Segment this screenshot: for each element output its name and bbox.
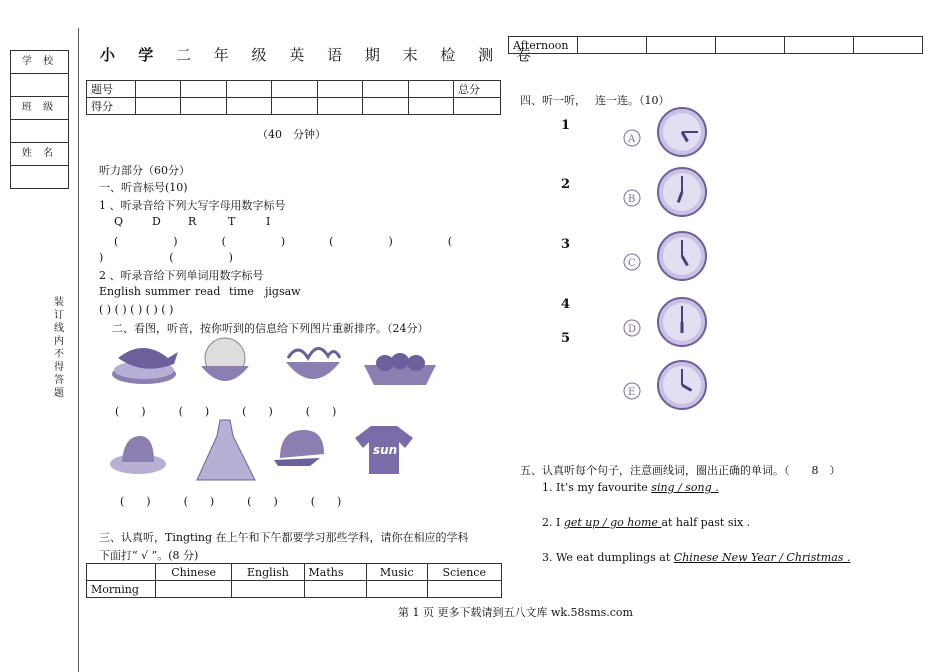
letter-parens: ( ) ( ) ( ) ( [114, 235, 453, 248]
name-field[interactable] [11, 166, 68, 189]
clock-a-icon[interactable] [622, 106, 722, 162]
page-footer: 第 1 页 更多下载请到五八文库 wk.58sms.com [398, 606, 633, 619]
noodles-bowl-icon [278, 336, 348, 392]
svg-text:sun: sun [373, 443, 398, 457]
score-row-label: 题号 [87, 81, 136, 98]
hat-icon [108, 428, 170, 478]
clock-c-icon[interactable] [622, 230, 722, 286]
pic-parens-row2: ( ) ( ) ( ) ( ) [120, 495, 342, 508]
score-row2-label: 得分 [87, 98, 136, 115]
clock-letter: A [628, 134, 636, 145]
row-morning: Morning [87, 581, 156, 598]
match-number-5: 5 [561, 331, 571, 346]
cap-icon [270, 424, 330, 474]
clock-e-icon[interactable] [622, 359, 722, 415]
s5-question-1: 1. It’s my favourite sing / song . [542, 481, 719, 494]
student-info-box [10, 50, 69, 189]
col-maths: Maths [304, 564, 366, 581]
section1-q1: 1 、听录音给下列大写字母用数字标号 [99, 199, 286, 212]
s5-answer-1: sing / song . [651, 481, 719, 494]
pic-parens-row1: ( ) ( ) ( ) ( ) [115, 405, 337, 418]
name-label: 姓 名 [11, 143, 68, 166]
dress-icon [185, 416, 260, 486]
section5-title: 五、认真听每个句子，注意画线词，圈出正确的单词。（ 8 ） [520, 464, 841, 477]
clock-letter: C [628, 258, 636, 269]
col-science: Science [427, 564, 502, 581]
section3-title-1: 三、认真听，Tingting 在上午和下午都要学习那些学科，请你在相应的学科 [99, 531, 469, 544]
school-label: 学 校 [11, 51, 68, 74]
listening-heading: 听力部分（60分） [99, 164, 190, 177]
total-label: 总分 [454, 81, 501, 98]
words-parens: ( ) ( ) ( ) ( ) ( ) [99, 303, 174, 316]
school-field[interactable] [11, 74, 68, 97]
bread-basket-icon [360, 345, 440, 390]
row-afternoon: Afternoon [509, 37, 578, 54]
class-field[interactable] [11, 120, 68, 143]
clock-letter: E [628, 387, 636, 398]
col-music: Music [366, 564, 427, 581]
col-english: English [232, 564, 304, 581]
score-table [86, 80, 501, 115]
letter-parens-2: ) ( ) [99, 251, 233, 264]
section1-title: 一、听音标号(10) [99, 181, 188, 194]
clock-b-icon[interactable] [622, 166, 722, 222]
match-number-4: 4 [561, 297, 571, 312]
class-label: 班 级 [11, 97, 68, 120]
s5-question-3: 3. We eat dumplings at Chinese New Year / Christmas . [542, 551, 851, 564]
subjects-table-afternoon [508, 36, 923, 54]
fish-plate-icon [108, 336, 183, 388]
words-row: English summer read time jigsaw [99, 285, 301, 298]
match-number-1: 1 [561, 118, 571, 133]
tshirt-icon [353, 422, 415, 478]
col-chinese: Chinese [156, 564, 232, 581]
page-title: 小 学 二 年 级 英 语 期 末 检 测 卷 [100, 46, 540, 64]
section2-title: 二、看图，听音，按你听到的信息给下列图片重新排序。（24分） [112, 322, 429, 335]
match-number-2: 2 [561, 177, 571, 192]
s5-answer-3: Chinese New Year / Christmas . [673, 551, 851, 564]
section1-q2: 2 、听录音给下列单词用数字标号 [99, 269, 264, 282]
letters-row: Q D R T I [114, 215, 271, 228]
duration: （40 分钟） [257, 128, 326, 141]
match-number-3: 3 [561, 237, 571, 252]
subjects-table-morning [86, 563, 502, 598]
s5-question-2: 2. I get up / go home at half past six . [542, 516, 751, 529]
binding-line [78, 28, 79, 672]
rice-bowl-icon [195, 336, 255, 392]
section4-title: 四、听一听， 连一连。（10） [520, 94, 670, 107]
s5-answer-2: get up / go home [563, 516, 662, 529]
clock-letter: B [628, 194, 636, 205]
binding-note: 装 订 线 内 不 得 答 题 [54, 297, 64, 399]
clock-letter: D [628, 324, 637, 335]
section3-title-2: 下面打“ √ ”。(8 分) [99, 549, 199, 562]
clock-d-icon[interactable] [622, 296, 722, 352]
